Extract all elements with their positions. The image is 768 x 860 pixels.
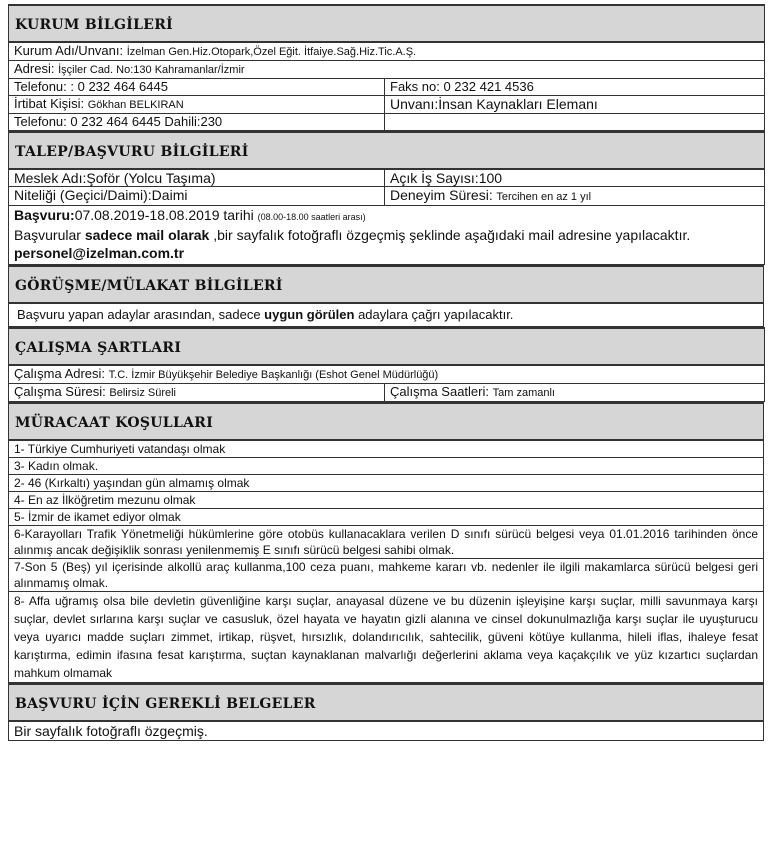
niteligi-cell: Niteliği (Geçici/Daimi):Daimi — [9, 187, 385, 206]
irtibat-label: İrtibat Kişisi: — [14, 96, 85, 111]
section-header-muracaat: MÜRACAAT KOŞULLARI — [9, 403, 764, 440]
muracaat-item-8: 8- Affa uğramış olsa bile devletin güvenliğine karşı suçlar, anayasal düzene ve bu düzenin işleyişine karşı suçlar, milli savunmaya karşı suçlar, devlet sırlarına karşı suçlar ve casusluk, özel hayata ve hayatın gizli alanına ve cinsel dokunulmazlığa karşı suçlar ile uyuşturucu veya uyarıcı madde suçları zimmet, irtikap, rüşvet, hırsızlık, dolandırıcılık, sahtecilik, güveni kötüye kullanma, hileli iflas, ihaleye fesat karıştırma, edimin ifasına fesat karıştırma, suçtan kaynaklanan malvarlığı değerlerini aklama veya kaçakçılık ve yüz kızartıcı suçlardan mahkum olmamak — [9, 592, 764, 683]
basvuru-hours: (08.00-18.00 saatleri arası) — [257, 212, 366, 222]
unvan-cell: Unvanı:İnsan Kaynakları Elemanı — [385, 96, 765, 114]
section-header-calisma: ÇALIŞMA ŞARTLARI — [9, 328, 765, 365]
deneyim-value: Tercihen en az 1 yıl — [496, 191, 592, 203]
muracaat-item-6: 6-Karayolları Trafik Yönetmeliği hükümlerine göre otobüs kullanacaklara verilen D sınıfı sürücü belgesi veya 01.01.2016 tarihinden önce alınmış ancak değişiklik sonrası yenilenmemiş E sınıfı sürücü belgesi sahibi olmak. — [9, 526, 764, 559]
muracaat-item-1: 1- Türkiye Cumhuriyeti vatandaşı olmak — [9, 440, 764, 458]
belgeler-item: Bir sayfalık fotoğraflı özgeçmiş. — [9, 721, 764, 741]
calisma-table — [8, 327, 765, 402]
kurum-table — [8, 4, 765, 131]
section-header-belgeler: BAŞVURU İÇİN GEREKLİ BELGELER — [9, 684, 764, 721]
calisma-sure-cell — [9, 384, 385, 402]
deneyim-cell — [385, 187, 765, 206]
muracaat-item-4: 4- En az İlköğretim mezunu olmak — [9, 492, 764, 509]
muracaat-item-5: 5- İzmir de ikamet ediyor olmak — [9, 509, 764, 526]
calisma-saat-value: Tam zamanlı — [492, 387, 555, 399]
gorusme-text-bold: uygun görülen — [264, 307, 355, 322]
faks-cell: Faks no: 0 232 421 4536 — [385, 79, 765, 96]
basvuru-info-cell — [9, 206, 765, 265]
info-text-2: ,bir sayfalık fotoğraflı özgeçmiş şeklinde aşağıdaki mail adresine yapılacaktır. — [209, 227, 691, 243]
irtibat-value: Gökhan BELKIRAN — [87, 99, 184, 111]
calisma-sure-label: Çalışma Süresi: — [14, 384, 106, 399]
adres-value: İşçiler Cad. No:130 Kahramanlar/İzmir — [58, 64, 245, 76]
info-text-1: Başvurular — [14, 227, 85, 243]
muracaat-item-7: 7-Son 5 (Beş) yıl içerisinde alkollü araç kullanma,100 ceza puanı, mahkeme kararı vb. nedenler ile ilgili makamlarca sürücü belgesi geri alınmamış olmak. — [9, 559, 764, 592]
gorusme-text-2: adaylara çağrı yapılacaktır. — [354, 307, 514, 322]
contact-email[interactable]: personel@izelman.com.tr — [14, 245, 185, 261]
gorusme-cell — [9, 303, 764, 327]
calisma-adres-row — [9, 365, 765, 384]
muracaat-table — [8, 402, 764, 683]
kurum-adi-value: İzelman Gen.Hiz.Otopark,Özel Eğit. İtfaiye.Sağ.Hiz.Tic.A.Ş. — [126, 46, 417, 58]
calisma-adres-value: T.C. İzmir Büyükşehir Belediye Başkanlığı (Eshot Genel Müdürlüğü) — [108, 369, 439, 381]
basvuru-dates-line — [14, 206, 759, 226]
telefon2-cell: Telefonu: 0 232 464 6445 Dahili:230 — [9, 114, 385, 131]
muracaat-item-2: 2- 46 (Kırkaltı) yaşından gün almamış olmak — [9, 475, 764, 492]
calisma-saat-label: Çalışma Saatleri: — [390, 384, 489, 399]
info-text-bold: sadece mail olarak — [84, 227, 210, 243]
basvuru-label: Başvuru: — [14, 207, 75, 223]
irtibat-cell — [9, 96, 385, 114]
muracaat-item-3: 3- Kadın olmak. — [9, 458, 764, 475]
section-header-kurum: KURUM BİLGİLERİ — [9, 5, 765, 42]
telefon-cell: Telefonu: : 0 232 464 6445 — [9, 79, 385, 96]
calisma-saat-cell — [385, 384, 765, 402]
calisma-adres-label: Çalışma Adresi: — [14, 366, 106, 381]
adres-row — [9, 61, 765, 79]
empty-cell — [385, 114, 765, 131]
kurum-adi-row — [9, 42, 765, 61]
gorusme-text-1: Başvuru yapan adaylar arasından, sadece — [17, 307, 265, 322]
basvuru-instructions — [14, 226, 759, 244]
section-header-talep: TALEP/BAŞVURU BİLGİLERİ — [9, 132, 765, 169]
deneyim-label: Deneyim Süresi: — [390, 187, 493, 203]
belgeler-table — [8, 683, 764, 741]
section-header-gorusme: GÖRÜŞME/MÜLAKAT BİLGİLERİ — [9, 266, 764, 303]
talep-table — [8, 131, 765, 265]
acik-is-cell: Açık İş Sayısı:100 — [385, 169, 765, 187]
meslek-cell: Meslek Adı:Şoför (Yolcu Taşıma) — [9, 169, 385, 187]
adres-label: Adresi: — [14, 61, 55, 76]
gorusme-table — [8, 265, 764, 327]
calisma-sure-value: Belirsiz Süreli — [109, 387, 177, 399]
job-posting-form — [8, 0, 764, 741]
basvuru-dates: 07.08.2019-18.08.2019 tarihi — [74, 207, 254, 223]
kurum-adi-label: Kurum Adı/Unvanı: — [14, 43, 124, 58]
